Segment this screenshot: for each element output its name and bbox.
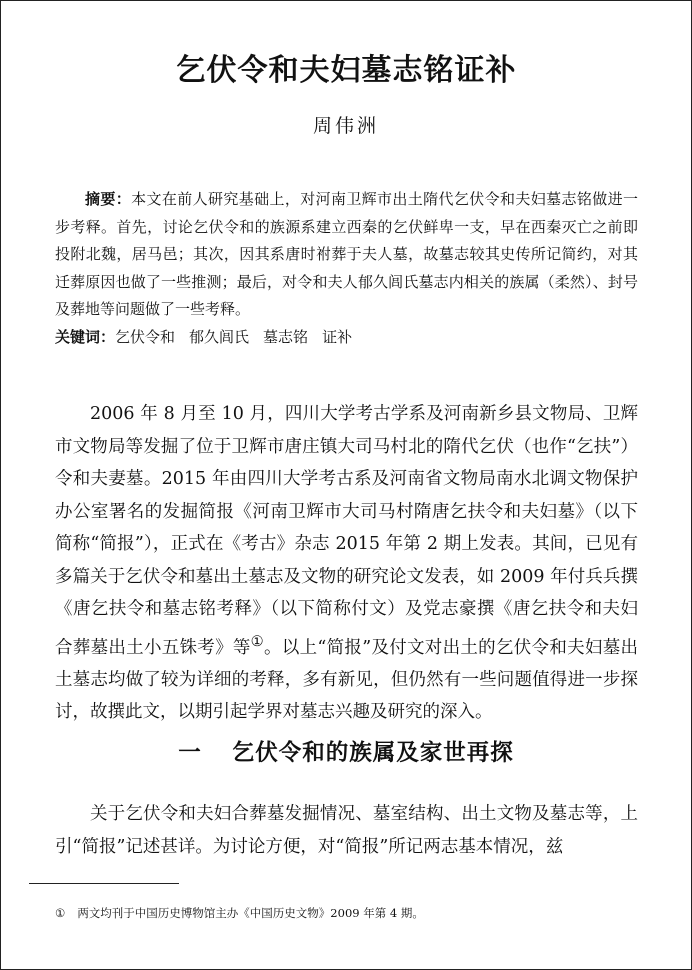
abstract-label: 摘要： (85, 190, 132, 208)
footnote (55, 905, 424, 921)
abstract-block (55, 186, 638, 351)
abstract-text: 本文在前人研究基础上，对河南卫辉市出土隋代乞伏令和夫妇墓志铭做进一步考释。首先，讨论乞伏令和的族源系建立西秦的乞伏鲜卑一支，早在西秦灭亡之前即投附北魏，居马邑；其次，因其系唐时祔葬于夫人墓，故墓志较其史传所记简约，对其迁葬原因也做了一些推测；最后，对令和夫人郁久闾氏墓志内相关的族属（柔然）、封号及葬地等问题做了一些考释。 (55, 190, 638, 318)
body-text-1-cont: 。以上“简报”及付文对出土的乞伏令和夫妇墓出土墓志均做了较为详细的考释，多有新见，但仍然有一些问题值得进一步探讨，故撰此文，以期引起学界对墓志兴趣及研究的深入。 (55, 637, 638, 723)
section-number: 一 (178, 740, 202, 766)
footnote-divider (29, 883, 179, 884)
body-text-1: 2006 年 8 月至 10 月，四川大学考古学系及河南新乡县文物局、卫辉市文物局等发掘了位于卫辉市唐庄镇大司马村北的隋代乞伏（也作“乞扶”）令和夫妻墓。2015 年由四川大学考古系及河南省文物局南水北调文物保护办公室署名的发掘简报《河南卫辉市大司马村隋唐乞扶令和夫妇墓》（以下简称“简报”），正式在《考古》杂志 2015 年第 2 期上发表。其间，已见有多篇关于乞伏令和墓出土墓志及文物的研究论文发表，如 2009 年付兵兵撰《唐乞扶令和墓志铭考释》（以下简称付文）及党志豪撰《唐乞扶令和夫妇合葬墓出土小五铢考》等 (55, 404, 638, 658)
keyword: 乞伏令和 (115, 327, 176, 346)
footnote-text: 两文均刊于中国历史博物馆主办《中国历史文物》2009 年第 4 期。 (77, 906, 424, 920)
article-title: 乞伏令和夫妇墓志铭证补 (175, 53, 517, 88)
keyword: 墓志铭 (263, 327, 309, 346)
footnote-mark: ① (55, 906, 66, 920)
keywords-line (55, 324, 638, 352)
section-title: 乞伏令和的族属及家世再探 (231, 740, 514, 766)
keyword: 证补 (322, 327, 353, 346)
abstract-paragraph (55, 186, 638, 324)
body-paragraph-2: 关于乞伏令和夫妇合葬墓发掘情况、墓室结构、出土文物及墓志等，上引“简报”记述甚详。为讨论方便，对“简报”所记两志基本情况，兹 (55, 804, 638, 857)
section-heading (1, 735, 691, 767)
author-name: 周伟洲 (312, 115, 379, 137)
footnote-reference[interactable]: ① (250, 632, 265, 650)
body-paragraph-1 (55, 398, 638, 729)
keywords-label: 关键词： (55, 327, 116, 346)
keyword: 郁久闾氏 (189, 327, 250, 346)
